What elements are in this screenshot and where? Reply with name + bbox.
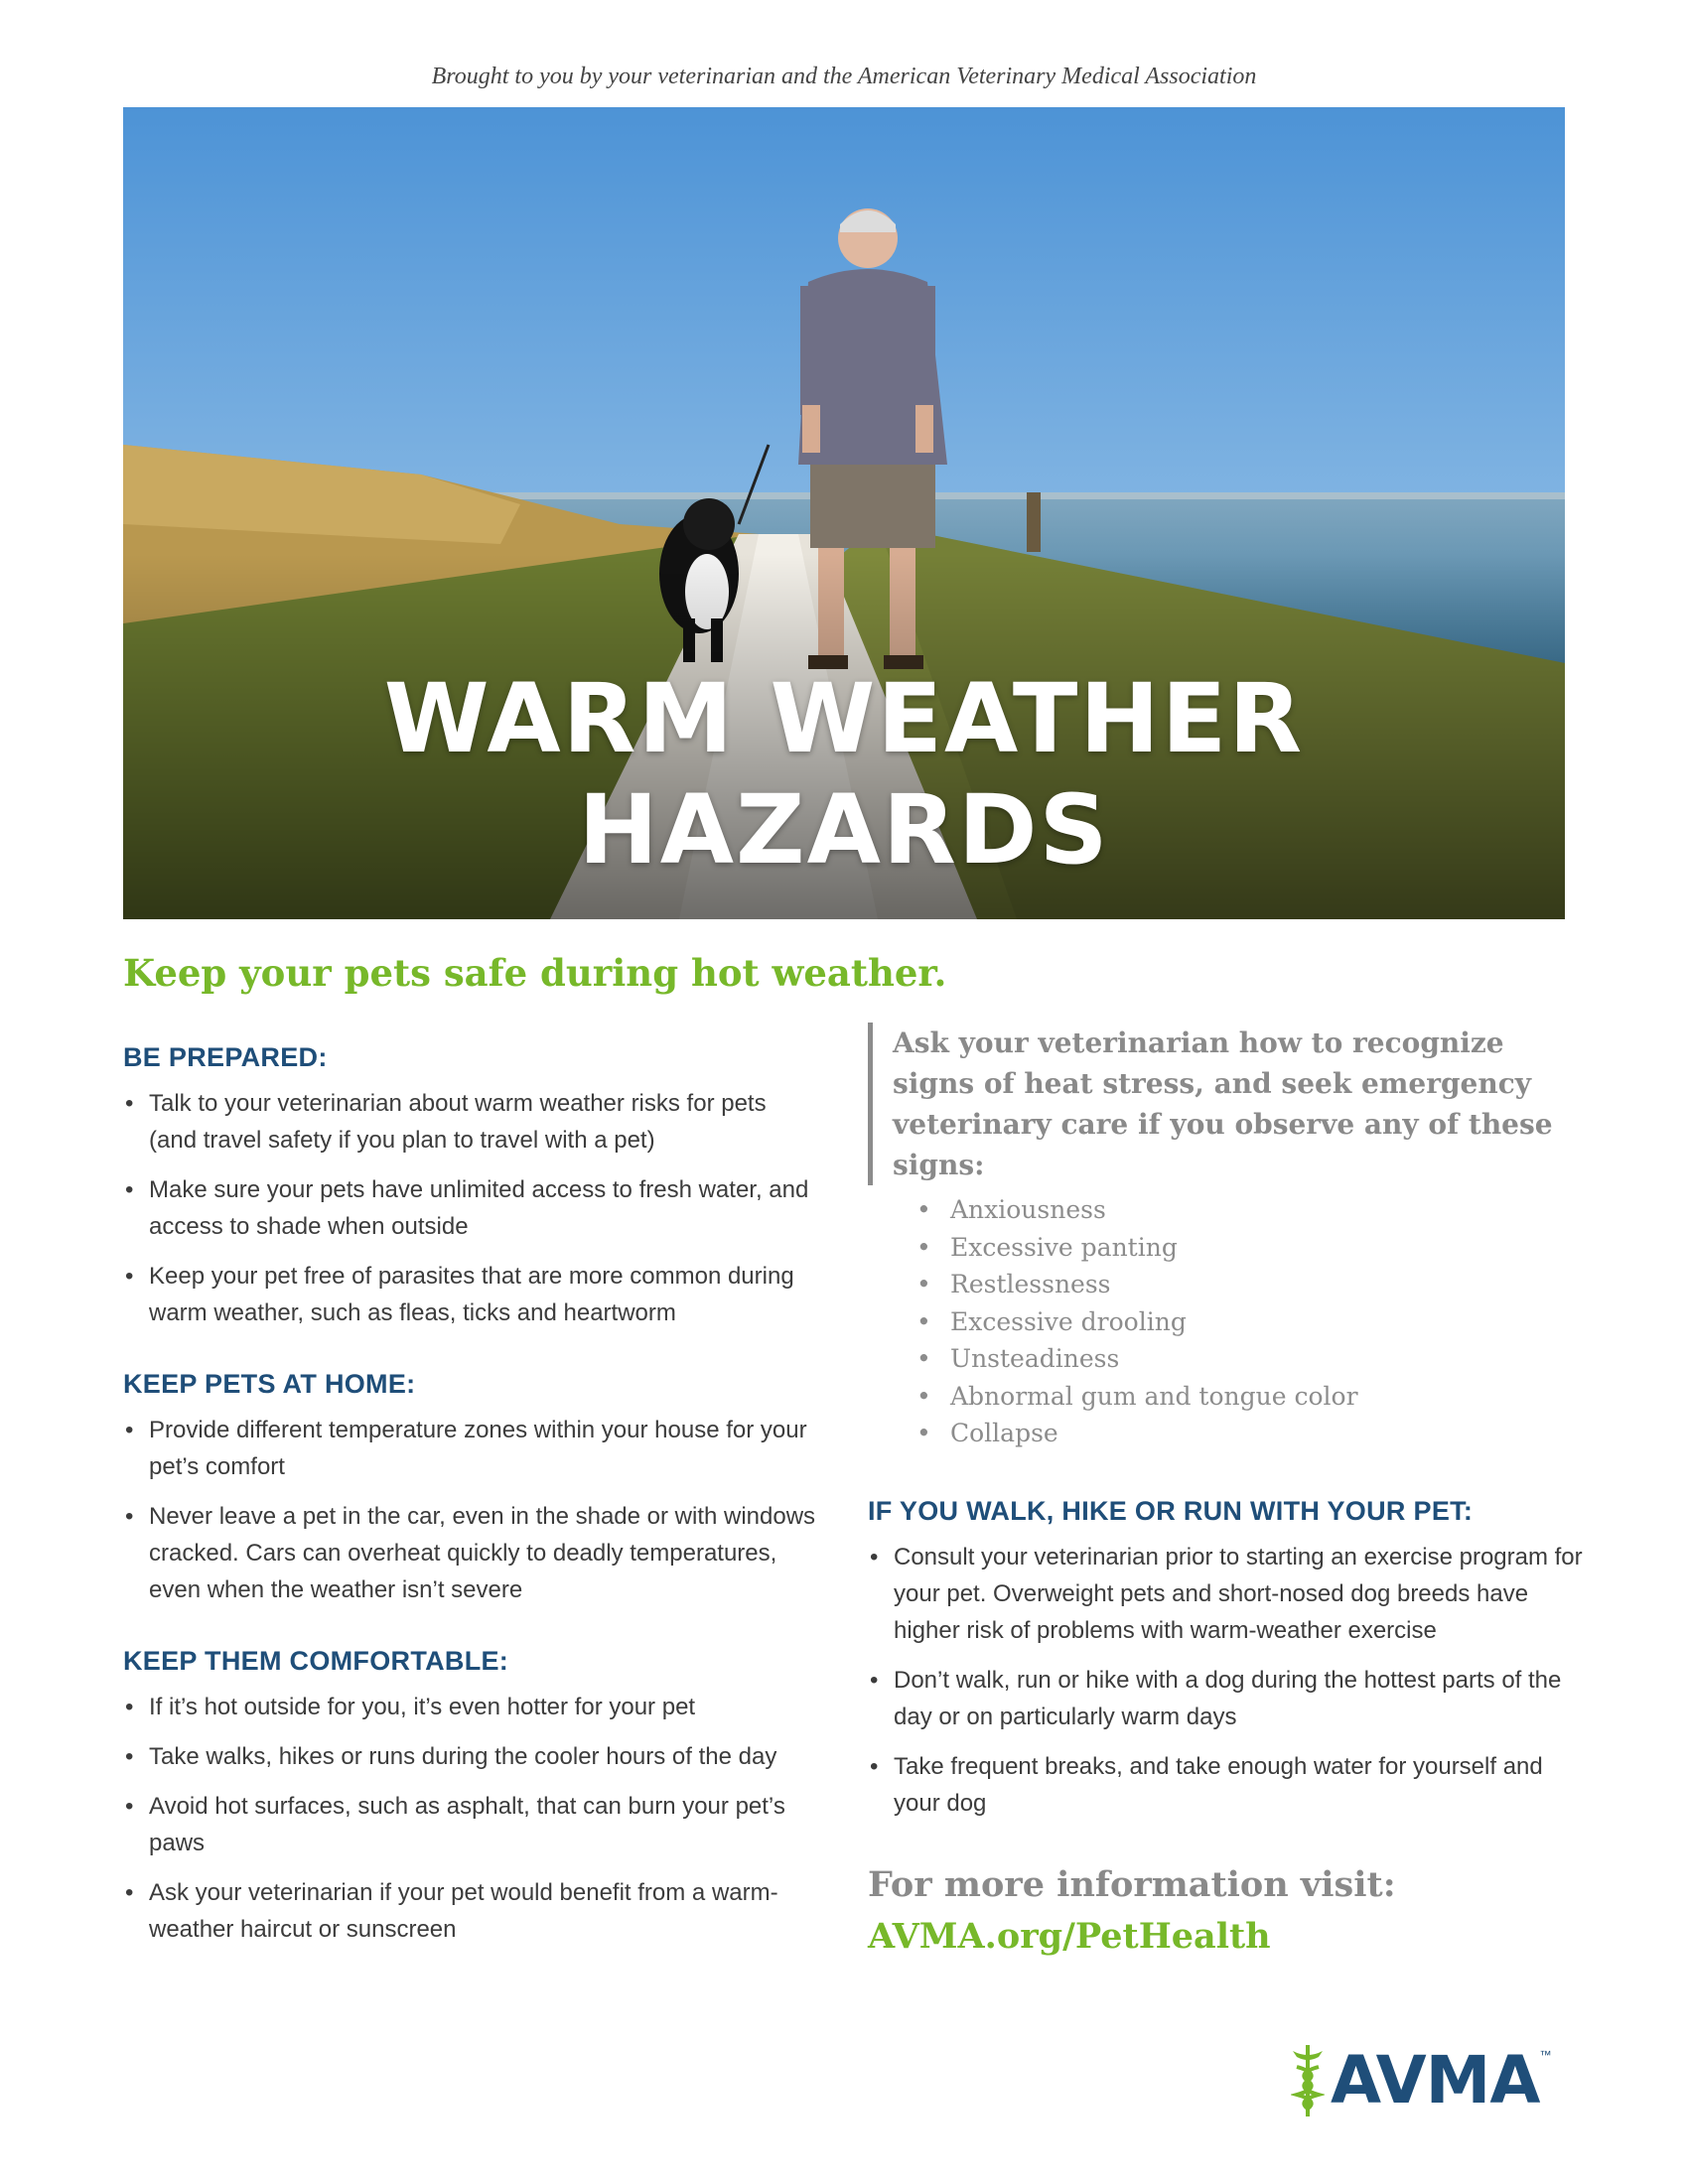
list-item: • Talk to your veterinarian about warm weather risks for pets (and travel safety if you plan to travel with a pet) — [123, 1085, 818, 1159]
list-item: • Ask your veterinarian if your pet would benefit from a warm-weather haircut or sunscreen — [123, 1874, 818, 1948]
section-be-prepared — [123, 1042, 818, 1331]
caduceus-icon — [1291, 2041, 1325, 2118]
list-item: • If it’s hot outside for you, it’s even hotter for your pet — [123, 1689, 818, 1725]
list-item: • Make sure your pets have unlimited access to fresh water, and access to shade when outside — [123, 1171, 818, 1245]
avma-logo — [1291, 2040, 1551, 2119]
sign-item: • Abnormal gum and tongue color — [913, 1378, 1583, 1416]
section-heading: KEEP THEM COMFORTABLE: — [123, 1646, 509, 1676]
heat-stress-callout: Ask your veterinarian how to recognize signs of heat stress, and seek emergency veterinary care if you observe any of these signs: — [868, 1023, 1583, 1185]
sign-item: • Collapse — [913, 1415, 1583, 1452]
sign-item: • Restlessness — [913, 1266, 1583, 1303]
list-item: • Consult your veterinarian prior to starting an exercise program for your pet. Overweight pets and short-nosed dog breeds have higher risk of problems with warm-weather exercise — [868, 1539, 1583, 1649]
logo-wordmark: AVMA — [1331, 2041, 1540, 2118]
list-item: • Keep your pet free of parasites that are more common during warm weather, such as fleas, ticks and heartworm — [123, 1258, 818, 1331]
section-heading: KEEP PETS AT HOME: — [123, 1369, 416, 1399]
section-heading: BE PREPARED: — [123, 1042, 328, 1072]
list-item: • Don’t walk, run or hike with a dog during the hottest parts of the day or on particularly warm days — [868, 1662, 1583, 1735]
hero-image — [123, 107, 1565, 919]
trademark-symbol: ™ — [1539, 2048, 1552, 2062]
list-item: • Take walks, hikes or runs during the cooler hours of the day — [123, 1738, 818, 1775]
list-item: • Never leave a pet in the car, even in the shade or with windows cracked. Cars can overheat quickly to deadly temperatures, even when the weather isn’t severe — [123, 1498, 818, 1608]
page-subheading: Keep your pets safe during hot weather. — [123, 951, 947, 995]
tagline: Brought to you by your veterinarian and the American Veterinary Medical Association — [431, 64, 1257, 89]
section-keep-them-comfortable — [123, 1646, 818, 1948]
sign-item: • Anxiousness — [913, 1191, 1583, 1229]
more-info-label: For more information visit: — [868, 1863, 1396, 1905]
list-item: • Avoid hot surfaces, such as asphalt, that can burn your pet’s paws — [123, 1788, 818, 1861]
warning-signs-list — [868, 1191, 1583, 1452]
sign-item: • Excessive drooling — [913, 1303, 1583, 1341]
list-item: • Provide different temperature zones within your house for your pet’s comfort — [123, 1412, 818, 1485]
hero-title: WARM WEATHER HAZARDS — [383, 663, 1305, 886]
section-walk-hike-run — [868, 1496, 1583, 1822]
section-heading: IF YOU WALK, HIKE OR RUN WITH YOUR PET: — [868, 1495, 1474, 1526]
right-column — [868, 1023, 1583, 1963]
list-item: • Take frequent breaks, and take enough water for yourself and your dog — [868, 1748, 1583, 1822]
more-info-link[interactable]: AVMA.org/PetHealth — [868, 1915, 1271, 1957]
sign-item: • Unsteadiness — [913, 1340, 1583, 1378]
section-keep-pets-at-home — [123, 1369, 818, 1608]
sign-item: • Excessive panting — [913, 1229, 1583, 1267]
left-column — [123, 1042, 818, 1985]
